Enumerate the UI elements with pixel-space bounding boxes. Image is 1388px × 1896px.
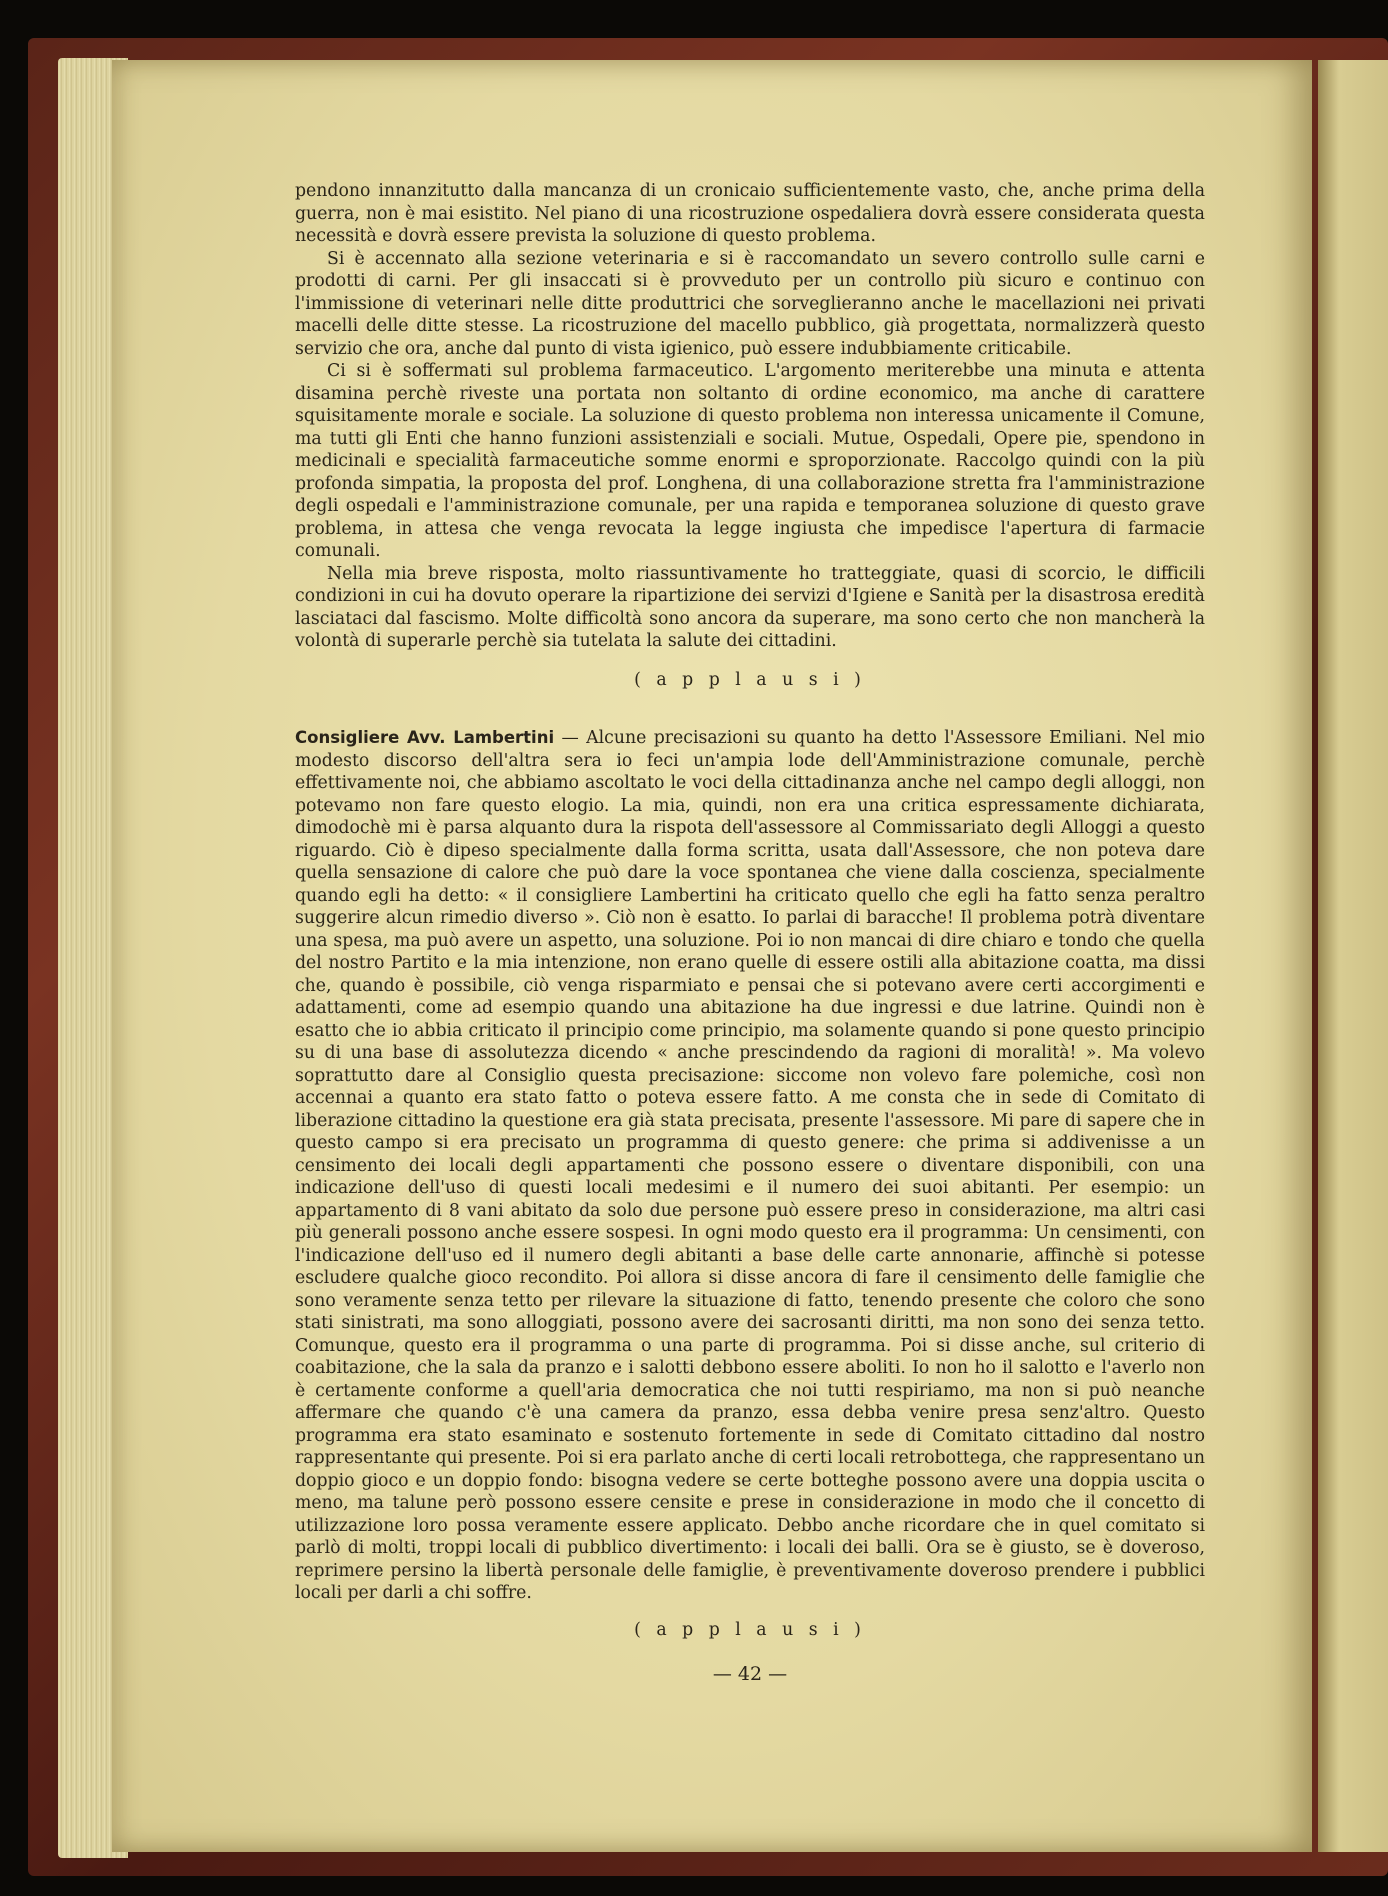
speech-text: — Alcune precisazioni su quanto ha detto l'Assessore Emiliani. Nel mio modesto discorso dell'altra sera io feci un'ampia lode dell'Amministrazione comunale, perchè effettivamente noi, che abbiamo ascoltato le voci della cittadinanza anche nel campo degli alloggi, non potevamo non fare questo elogio. La mia, quindi, non era una critica espressamente dichiarata, dimodochè mi è parsa alquanto dura la rispota dell'assessore al Commissariato degli Alloggi a questo riguardo. Ciò è dipeso specialmente dalla forma scritta, usata dall'Assessore, che non poteva dare quella sensazione di calore che può dare la voce spontanea che viene dalla coscienza, specialmente quando egli ha detto: « il consigliere Lambertini ha criticato quello che egli ha fatto senza peraltro suggerire alcun rimedio diverso ». Ciò non è esatto. Io parlai di baracche! Il problema potrà diventare una spesa, ma può avere un aspetto, una soluzione. Poi io non mancai di dire chiaro e tondo che quella del nostro Partito e la mia intenzione, non erano quelle di essere ostili alla abitazione coatta, ma dissi che, quando è possibile, ciò venga risparmiato e pensai che si potevano avere certi accorgimenti e adattamenti, come ad esempio quando una abitazione ha due ingressi e due latrine. Quindi non è esatto che io abbia criticato il principio come principio, ma solamente quando si pone questo principio su di una base di assolutezza dicendo « anche prescindendo da ragioni di moralità! ». Ma volevo soprattutto dare al Consiglio questa precisazione: siccome non volevo fare polemiche, così non accennai a quanto era stato fatto o poteva essere fatto. A me consta che in sede di Comitato di liberazione cittadino la questione era già stata precisata, presente l'assessore. Mi pare di sapere che in questo campo si era precisato un programma di questo genere: che prima si addivenisse a un censimento dei locali degli appartamenti che possono essere o diventare disponibili, con una indicazione dell'uso di questi locali medesimi e il numero dei suoi abitanti. Per esempio: un appartamento di 8 vani abitato da solo due persone può essere preso in considerazione, ma altri casi più generali possono anche essere sospesi. In ogni modo questo era il programma: Un censimenti, con l'indicazione dell'uso ed il numero degli abitanti a base delle carte annonarie, affinchè si potesse escludere qualche gioco recondito. Poi allora si disse ancora di fare il censimento delle famiglie che sono veramente senza tetto per rilevare la situazione di fatto, tenendo presente che coloro che sono stati sinistrati, ma sono alloggiati, possono avere dei sacrosanti diritti, ma non sono dei senza tetto. Comunque, questo era il programma o una parte di programma. Poi si disse anche, sul criterio di coabitazione, che la sala da pranzo e i salotti debbono essere aboliti. Io non ho il salotto e l'averlo non è certamente conforme a quell'aria democratica che noi tutti respiriamo, ma non si può neanche affermare che quando c'è una camera da pranzo, essa debba venire presa senz'altro. Questo programma era stato esaminato e sostenuto fortemente in sede di Comitato cittadino dal nostro rappresentante qui presente. Poi si era parlato anche di certi locali retrobottega, che rappresentano un doppio gioco e un doppio fondo: bisogna vedere se certe botteghe possono avere una doppia uscita o meno, ma talune però possono essere censite e prese in considerazione in modo che il concetto di utilizzazione loro possa veramente essere applicato. Debbo anche ricordare che in quel comitato si parlò di molti, troppi locali di pubblico divertimento: i locali dei balli. Ora se è giusto, se è doveroso, reprimere persino la libertà personale delle famiglie, è preventivamente doveroso prendere i pubblici locali per darli a chi soffre. (295, 728, 1205, 1603)
page-number: — 42 — (712, 1663, 788, 1685)
paragraph: Si è accennato alla sezione veterinaria e si è raccomandato un severo controllo sulle carni e prodotti di carni. Per gli insaccati si è provveduto per un controllo più sicuro e continuo con l'immissione di veterinari nelle ditte produttrici che sorveglieranno anche le macellazioni nei privati macelli delle ditte stesse. La ricostruzione del macello pubblico, già progettata, normalizzerà questo servizio che ora, anche dal punto di vista igienico, può essere indubbiamente criticabile. (295, 248, 1205, 359)
speaker-name: Consigliere Avv. Lambertini (295, 728, 555, 747)
paragraph: Ci si è soffermati sul problema farmaceutico. L'argomento meriterebbe una minuta e attenta disamina perchè riveste una portata non soltanto di ordine economico, ma anche di carattere squisitamente morale e sociale. La soluzione di questo problema non interessa unicamente il Comune, ma tutti gli Enti che hanno funzioni assistenziali e sociali. Mutue, Ospedali, Opere pie, spendono in medicinali e specialità farmaceutiche somme enormi e sproporzionate. Raccolgo quindi con la più profonda simpatia, la proposta del prof. Longhena, di una collaborazione stretta fra l'amministrazione degli ospedali e l'amministrazione comunale, per una rapida e temporanea soluzione di questo grave problema, in attesa che venga revocata la legge ingiusta che impedisce l'apertura di farmacie comunali. (295, 361, 1205, 561)
page-text (295, 180, 1205, 1686)
applause-note: ( a p p l a u s i ) (634, 1619, 866, 1640)
facing-page-edge (1318, 60, 1388, 1852)
paragraph: Nella mia breve risposta, molto riassuntivamente ho tratteggiate, quasi di scorcio, le difficili condizioni in cui ha dovuto operare la ripartizione dei servizi d'Igiene e Sanità per la disastrosa eredità lasciataci dal fascismo. Molte difficoltà sono ancora da superare, ma sono certo che non mancherà la volontà di superarle perchè sia tutelata la salute dei cittadini. (295, 563, 1205, 651)
applause-note: ( a p p l a u s i ) (634, 669, 866, 690)
speech-paragraph (295, 727, 1205, 1605)
paragraph: pendono innanzitutto dalla mancanza di un cronicaio sufficientemente vasto, che, anche prima della guerra, non è mai esistito. Nel piano di una ricostruzione ospedaliera dovrà essere considerata questa necessità e dovrà essere prevista la soluzione di questo problema. (295, 181, 1205, 246)
